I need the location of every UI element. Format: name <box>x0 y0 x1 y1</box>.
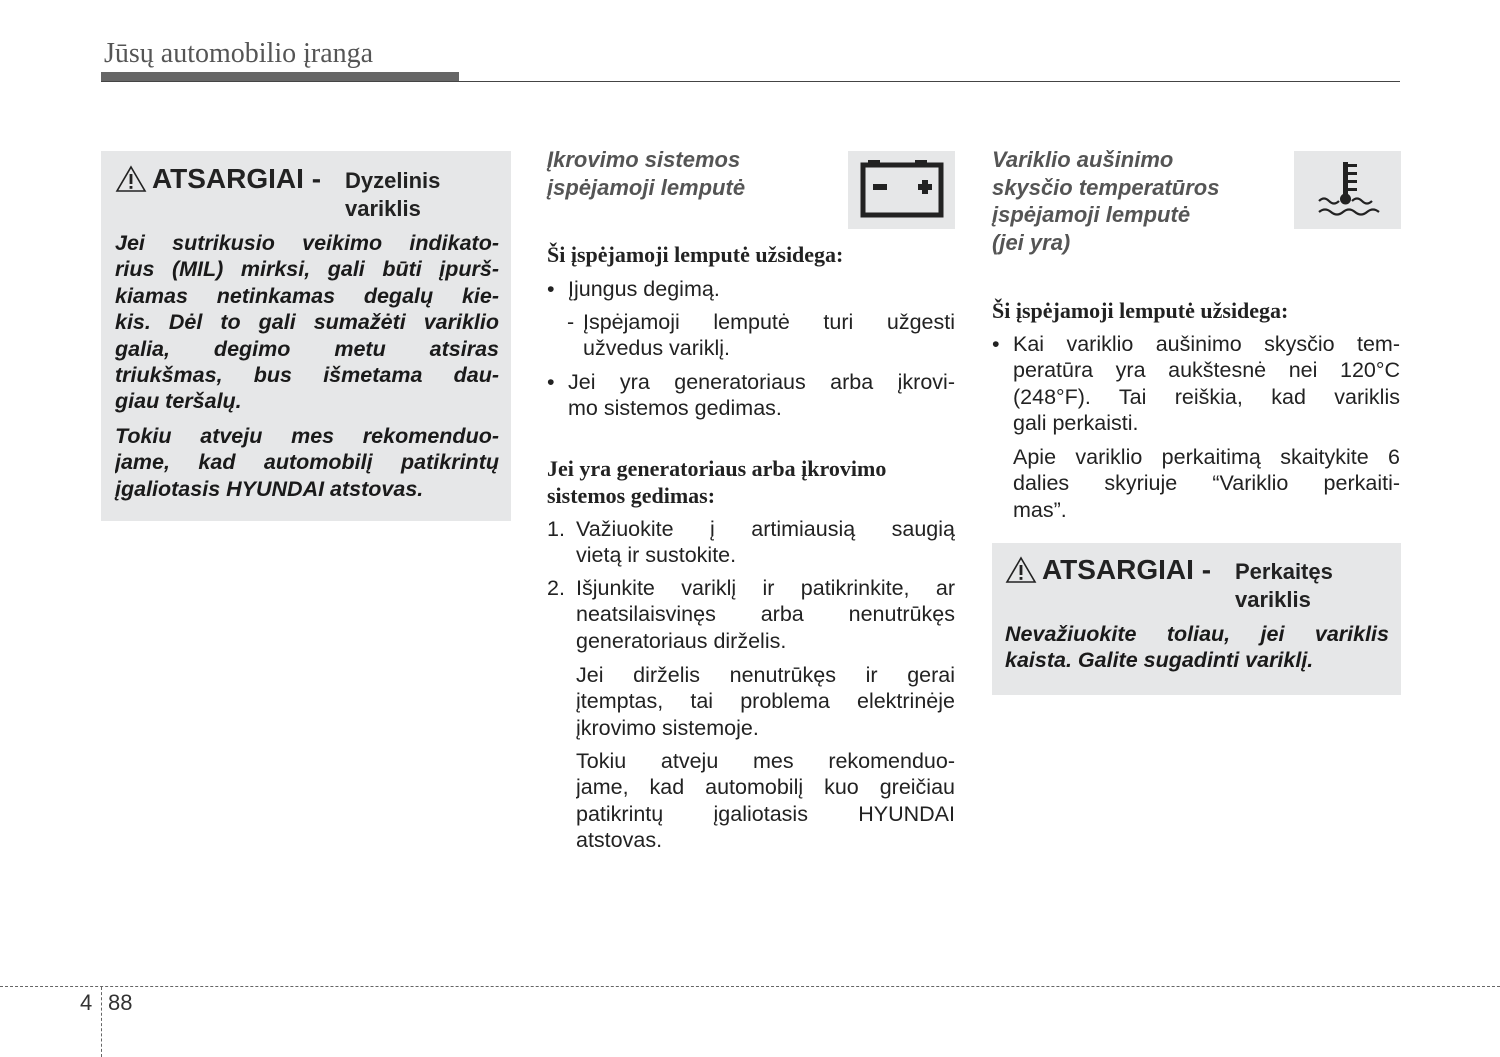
text-line: kaista. Galite sugadinti variklį. <box>1005 648 1314 673</box>
text-line: dalies skyriuje “Variklio perkaiti- <box>1013 471 1400 496</box>
warning-triangle-icon <box>115 165 147 198</box>
footer-vertical-divider <box>101 987 102 1057</box>
caution-paragraph <box>115 230 499 415</box>
heading-line: sistemos gedimas: <box>547 482 716 508</box>
text-line: Įjungus degimą. <box>568 277 720 301</box>
text-line: užvedus variklį. <box>583 336 730 361</box>
lights-on-heading: Ši įspėjamoji lemputė užsidega: <box>547 242 844 267</box>
bullet-item <box>547 369 955 422</box>
lights-on-heading: Ši įspėjamoji lemputė užsidega: <box>992 298 1289 323</box>
coolant-temperature-icon <box>1294 151 1401 229</box>
text-line: Tokiu atveju mes rekomenduo- <box>115 424 499 448</box>
battery-icon <box>848 151 955 229</box>
text-line: mas”. <box>1013 497 1067 522</box>
text-line: Jei sutrikusio veikimo indikato- <box>115 231 499 255</box>
caution-paragraph <box>115 423 499 502</box>
text-line: kis. Dėl to gali sumažėti variklio <box>115 310 499 335</box>
text-line: Važiuokite į artimiausią saugią <box>576 517 955 541</box>
text-line: triukšmas, bus išmetama dau- <box>115 362 499 387</box>
paragraph <box>576 748 955 854</box>
heading-line: įspėjamoji lemputė <box>992 202 1191 227</box>
text-line: Tokiu atveju mes rekomenduo- <box>576 749 955 773</box>
caution-label: ATSARGIAI - <box>152 163 322 194</box>
caution-box-diesel <box>101 151 511 521</box>
text-line: Išjunkite variklį ir patikrinkite, ar <box>576 576 955 600</box>
text-line: kiamas netinkamas degalų kie- <box>115 283 499 308</box>
text-line: Nevažiuokite toliau, jei variklis <box>1005 622 1389 646</box>
bullet-item <box>992 331 1400 437</box>
text-line: Jei yra generatoriaus arba įkrovi- <box>568 370 955 394</box>
page-number: 88 <box>108 990 133 1015</box>
bullet-item <box>547 276 955 302</box>
text-line: įkrovimo sistemoje. <box>576 715 759 740</box>
header-rule <box>101 81 1400 82</box>
step-2 <box>547 575 955 654</box>
text-line: jame, kad automobilį kuo greičiau <box>576 775 955 800</box>
text-line: Jei dirželis nenutrūkęs ir gerai <box>576 663 955 687</box>
text-line: galia, degimo metu atsiras <box>115 336 499 361</box>
text-line: generatoriaus dirželis. <box>576 628 787 653</box>
caution-paragraph <box>1005 621 1389 674</box>
text-line: jame, kad automobilį patikrintų <box>115 450 499 475</box>
text-line: (248°F). Tai reiškia, kad variklis <box>1013 384 1400 409</box>
heading-line: (jei yra) <box>992 229 1071 255</box>
heading-line: Jei yra generatoriaus arba įkrovimo <box>547 456 887 481</box>
bullet-icon: • <box>547 370 555 394</box>
text-line: rius (MIL) mirksi, gali būti įpurš- <box>115 257 499 282</box>
header-bar <box>101 72 459 81</box>
warning-triangle-icon <box>1005 556 1037 589</box>
paragraph <box>576 662 955 741</box>
caution-subtitle: Dyzelinis <box>345 168 441 193</box>
step-number: 2. <box>547 576 565 600</box>
caution-subtitle: variklis <box>1235 587 1311 612</box>
bullet-icon: • <box>992 332 1000 356</box>
heading-line: Įkrovimo sistemos <box>547 147 741 172</box>
section-title: Jūsų automobilio įranga <box>104 38 374 69</box>
text-line: patikrintų įgaliotasis HYUNDAI <box>576 801 955 826</box>
caution-subtitle: Perkaitęs <box>1235 559 1333 584</box>
heading-line: skysčio temperatūros <box>992 174 1220 200</box>
caution-subtitle: variklis <box>345 196 421 221</box>
heading-line: įspėjamoji lemputė <box>547 174 746 200</box>
text-line: vietą ir sustokite. <box>576 543 737 568</box>
step-number: 1. <box>547 517 565 541</box>
bullet-icon: • <box>547 277 555 301</box>
text-line: mo sistemos gedimas. <box>568 396 782 421</box>
text-line: įtemptas, tai problema elektrinėje <box>576 689 955 714</box>
caution-box-overheating <box>992 543 1401 695</box>
text-line: Įspėjamoji lemputė turi užgesti <box>583 310 955 334</box>
heading-line: Variklio aušinimo <box>992 147 1174 172</box>
text-line: Kai variklio aušinimo skysčio tem- <box>1013 332 1400 356</box>
dash-icon: - <box>567 310 575 334</box>
text-line: įgaliotasis HYUNDAI atstovas. <box>115 476 424 501</box>
dash-item <box>567 309 955 362</box>
fault-heading <box>547 456 886 509</box>
text-line: Apie variklio perkaitimą skaitykite 6 <box>1013 445 1400 469</box>
charging-warning-heading <box>547 146 745 201</box>
text-line: giau teršalų. <box>115 389 242 414</box>
text-line: atstovas. <box>576 828 663 853</box>
coolant-warning-heading <box>992 146 1219 256</box>
caution-label: ATSARGIAI - <box>1042 554 1212 585</box>
text-line: peratūra yra aukštesnė nei 120°C <box>1013 358 1400 383</box>
text-line: neatsilaisvinęs arba nenutrūkęs <box>576 602 955 627</box>
text-line: gali perkaisti. <box>1013 411 1139 436</box>
step-1 <box>547 516 955 569</box>
footer-divider <box>0 986 1500 987</box>
paragraph <box>1013 444 1400 523</box>
chapter-number: 4 <box>80 990 93 1015</box>
